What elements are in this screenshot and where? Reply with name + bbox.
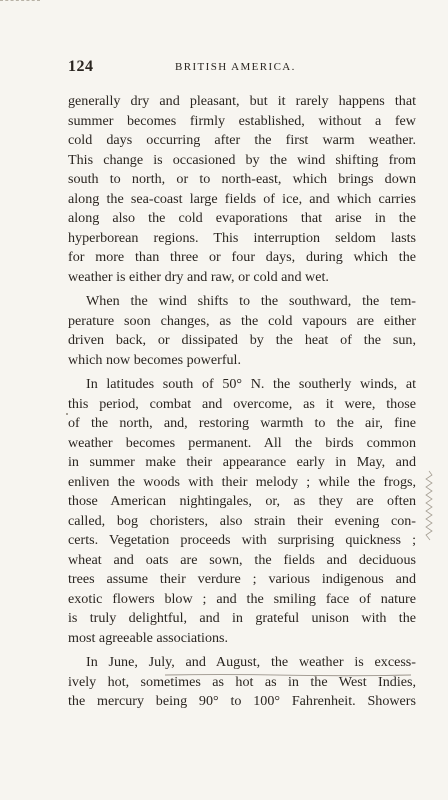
text-line: those American nightingales, or, as they are often bbox=[68, 493, 416, 509]
text-line: the mercury being 90° to 100° Fahrenheit. Showers bbox=[68, 693, 416, 709]
paragraph-4 bbox=[68, 653, 416, 712]
text-line: hyperborean regions. This interruption seldom lasts bbox=[68, 229, 416, 246]
text-line: which now becomes powerful. bbox=[68, 351, 241, 368]
text-line: wheat and oats are sown, the fields and deciduous bbox=[68, 551, 416, 568]
text-line: In latitudes south of 50° N. the southerly winds, at bbox=[86, 376, 416, 392]
text-line: generally dry and pleasant, but it rarely happens that bbox=[68, 93, 416, 109]
text-line: weather becomes permanent. All the birds common bbox=[68, 434, 416, 451]
text-line: cold days occurring after the first warm weather. bbox=[68, 132, 416, 148]
text-line: is truly delightful, and in grateful unison with the bbox=[68, 610, 416, 626]
paragraph-1 bbox=[68, 92, 416, 287]
text-line: In June, July, and August, the weather is excess- bbox=[86, 654, 416, 670]
text-line: When the wind shifts to the southward, the tem- bbox=[86, 293, 416, 309]
page-number: 124 bbox=[68, 58, 94, 75]
pencil-underline-mark bbox=[164, 673, 412, 677]
text-line: along also the cold evaporations that arise in the bbox=[68, 210, 416, 226]
scan-edge-mark bbox=[0, 0, 40, 5]
text-line: along the sea-coast large fields of ice, and which carries bbox=[68, 190, 416, 207]
running-title: BRITISH AMERICA. bbox=[175, 61, 296, 73]
text-line: weather is either dry and raw, or cold and wet. bbox=[68, 268, 329, 285]
page-header bbox=[68, 58, 416, 80]
text-line: perature soon changes, as the cold vapours are either bbox=[68, 312, 416, 329]
margin-squiggle-mark bbox=[424, 470, 434, 542]
body-text bbox=[68, 92, 416, 712]
paragraph-2 bbox=[68, 292, 416, 370]
text-line: in summer make their appearance early in May, and bbox=[68, 454, 416, 470]
text-line: of the north, and, restoring warmth to the air, fine bbox=[68, 415, 416, 431]
margin-speck bbox=[66, 413, 68, 415]
text-line: most agreeable associations. bbox=[68, 629, 229, 646]
paragraph-3 bbox=[68, 375, 416, 648]
text-line: south to north, or to north-east, which brings down bbox=[68, 171, 416, 187]
text-line: summer becomes firmly established, without a few bbox=[68, 112, 416, 129]
text-line: certs. Vegetation proceeds with surprising quickness ; bbox=[68, 532, 416, 548]
text-line: this period, combat and overcome, as it were, those bbox=[68, 395, 416, 412]
text-line: ively hot, sometimes as hot as in the West Indies, bbox=[68, 673, 416, 690]
text-line: for more than three or four days, during which the bbox=[68, 249, 416, 265]
text-line: trees assume their verdure ; various indigenous and bbox=[68, 571, 416, 587]
text-line: called, bog choristers, also strain their evening con- bbox=[68, 512, 416, 529]
text-line: enliven the woods with their melody ; while the frogs, bbox=[68, 473, 416, 490]
text-line: This change is occasioned by the wind shifting from bbox=[68, 151, 416, 168]
text-line: exotic flowers blow ; and the smiling face of nature bbox=[68, 590, 416, 607]
text-line: driven back, or dissipated by the heat of the sun, bbox=[68, 332, 416, 348]
